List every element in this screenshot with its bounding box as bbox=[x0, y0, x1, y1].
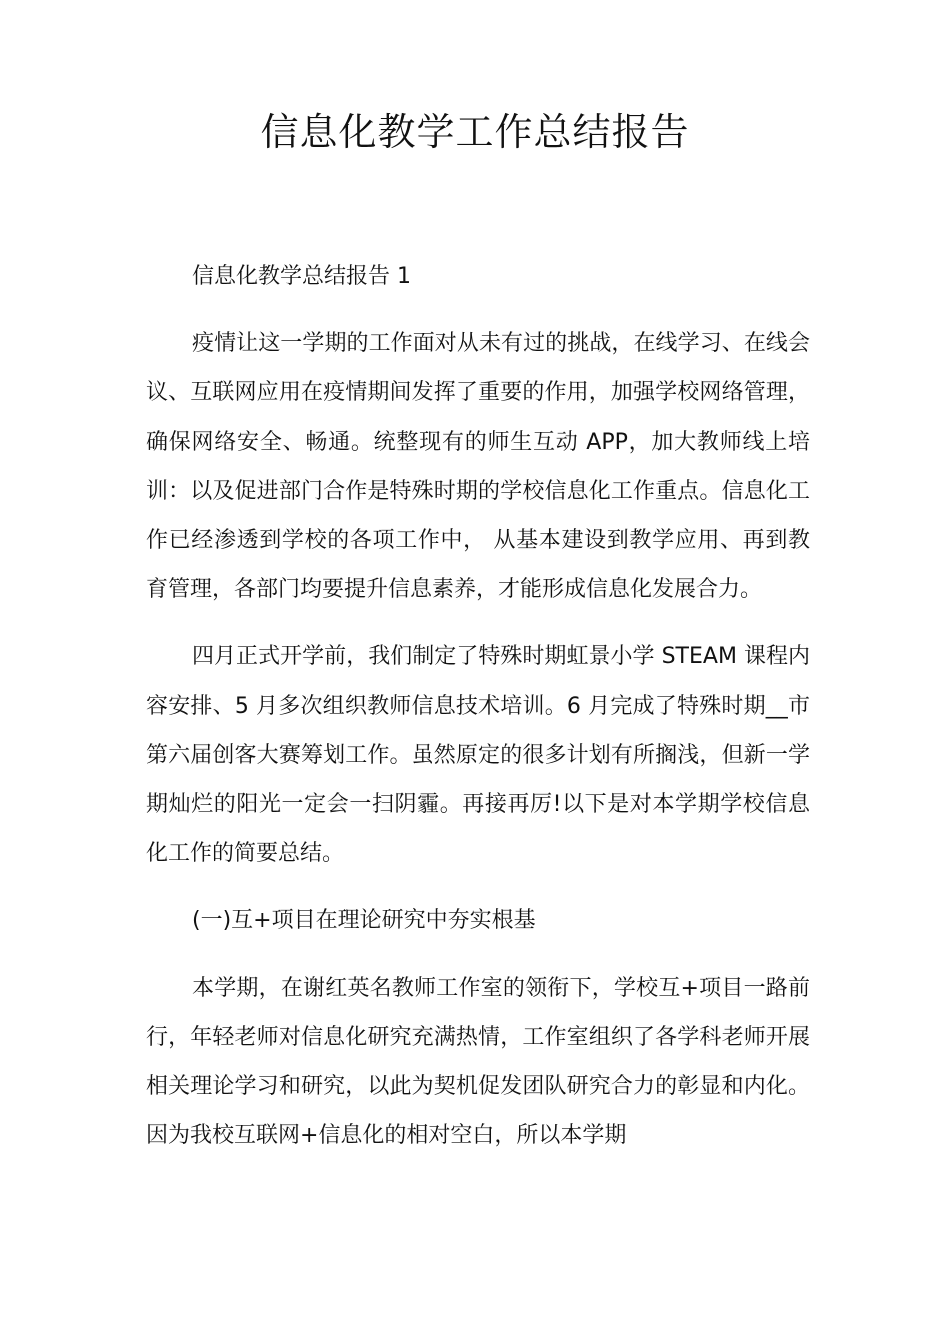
document-title: 信息化教学工作总结报告 bbox=[260, 110, 690, 154]
subheading: (一)互+项目在理论研究中夯实根基 bbox=[192, 908, 536, 934]
section-heading: 信息化教学总结报告 1 bbox=[192, 264, 411, 289]
spacer bbox=[146, 301, 810, 319]
spacer bbox=[146, 878, 810, 896]
spacer bbox=[146, 614, 810, 632]
paragraph-3: 本学期，在谢红英名教师工作室的领衔下，学校互+项目一路前行，年轻老师对信息化研究充满热情，工作室组织了各学科老师开展相关理论学习和研究，以此为契机促发团队研究合力的彰显和内化。因为我校互联网+信息化的相对空白，所以本学期 bbox=[146, 975, 810, 1149]
spacer bbox=[146, 946, 810, 964]
paragraph-2: 四月正式开学前，我们制定了特殊时期虹景小学 STEAM 课程内容安排、5 月多次组织教师信息技术培训。6 月完成了特殊时期__市第六届创客大赛筹划工作。虽然原定的很多计划有所搁浅，但新一学期灿烂的阳光一定会一扫阴霾。再接再厉!以下是对本学期学校信息化工作的简要总结。 bbox=[146, 644, 810, 867]
document-body bbox=[146, 252, 810, 1160]
paragraph-1: 疫情让这一学期的工作面对从未有过的挑战，在线学习、在线会议、互联网应用在疫情期间发挥了重要的作用，加强学校网络管理，确保网络安全、畅通。统整现有的师生互动 APP，加大教师线上培训：以及促进部门合作是特殊时期的学校信息化工作重点。信息化工作已经渗透到学校的各项工作中， 从基本建设到教学应用、再到教育管理，各部门均要提升信息素养，才能形成信息化发展合力。 bbox=[146, 331, 810, 603]
